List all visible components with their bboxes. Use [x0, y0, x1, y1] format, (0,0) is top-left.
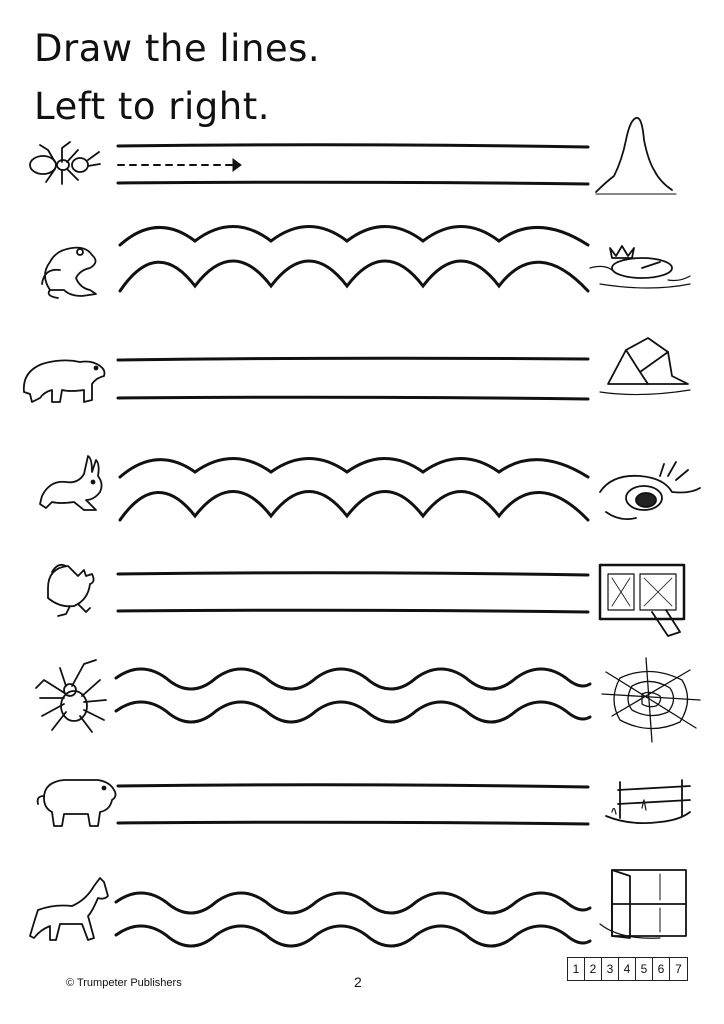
trace-row-8[interactable]	[116, 893, 590, 946]
level-box-3: 3	[602, 958, 619, 980]
guide-line-bottom	[118, 822, 588, 824]
guide-line-bottom	[118, 182, 588, 184]
level-box-1: 1	[568, 958, 585, 980]
guide-line-top	[120, 227, 588, 246]
trace-row-3[interactable]	[118, 358, 588, 399]
level-boxes	[567, 957, 688, 981]
guide-line-top	[118, 145, 588, 147]
hen-coop-icon	[600, 565, 684, 636]
spider-icon	[36, 660, 106, 732]
spider-web-icon	[602, 658, 700, 742]
anthill-icon	[596, 118, 676, 194]
hen-icon	[48, 565, 94, 616]
instruction-line-1: Draw the lines.	[34, 27, 321, 70]
guide-line-bottom	[120, 492, 588, 521]
polar-bear-icon	[24, 360, 105, 402]
horse-icon	[30, 878, 108, 940]
guide-line-bottom	[118, 397, 588, 399]
rabbit-burrow-icon	[600, 462, 700, 519]
level-box-4: 4	[619, 958, 636, 980]
trace-row-6[interactable]	[116, 669, 590, 722]
ant-icon	[30, 142, 100, 184]
level-box-6: 6	[653, 958, 670, 980]
ice-floe-icon	[600, 338, 690, 395]
pig-pen-icon	[606, 780, 690, 823]
level-box-2: 2	[585, 958, 602, 980]
instruction-line-2: Left to right.	[34, 85, 270, 128]
guide-line-top	[118, 358, 588, 360]
trace-row-1[interactable]	[118, 145, 588, 184]
trace-row-5[interactable]	[118, 573, 588, 612]
trace-row-2[interactable]	[120, 227, 588, 292]
lily-pad-icon	[590, 246, 690, 288]
guide-line-bottom	[116, 926, 590, 946]
trace-row-4[interactable]	[120, 459, 588, 521]
rabbit-icon	[40, 456, 102, 510]
copyright-notice: © Trumpeter Publishers	[66, 977, 182, 989]
page-number: 2	[354, 974, 362, 990]
pig-icon	[38, 780, 116, 826]
guide-line-bottom	[118, 610, 588, 612]
level-box-7: 7	[675, 962, 682, 976]
guide-line-top	[118, 785, 588, 787]
guide-line-bottom	[116, 702, 590, 722]
guide-line-top	[118, 573, 588, 575]
level-box-5: 5	[636, 958, 653, 980]
guide-line-top	[116, 893, 590, 913]
guide-line-bottom	[120, 261, 588, 291]
arrow-head	[233, 159, 241, 171]
guide-line-top	[120, 459, 588, 478]
frog-icon	[42, 248, 96, 298]
trace-row-7[interactable]	[118, 785, 588, 824]
stable-door-icon	[600, 870, 686, 938]
guide-line-top	[116, 669, 590, 689]
